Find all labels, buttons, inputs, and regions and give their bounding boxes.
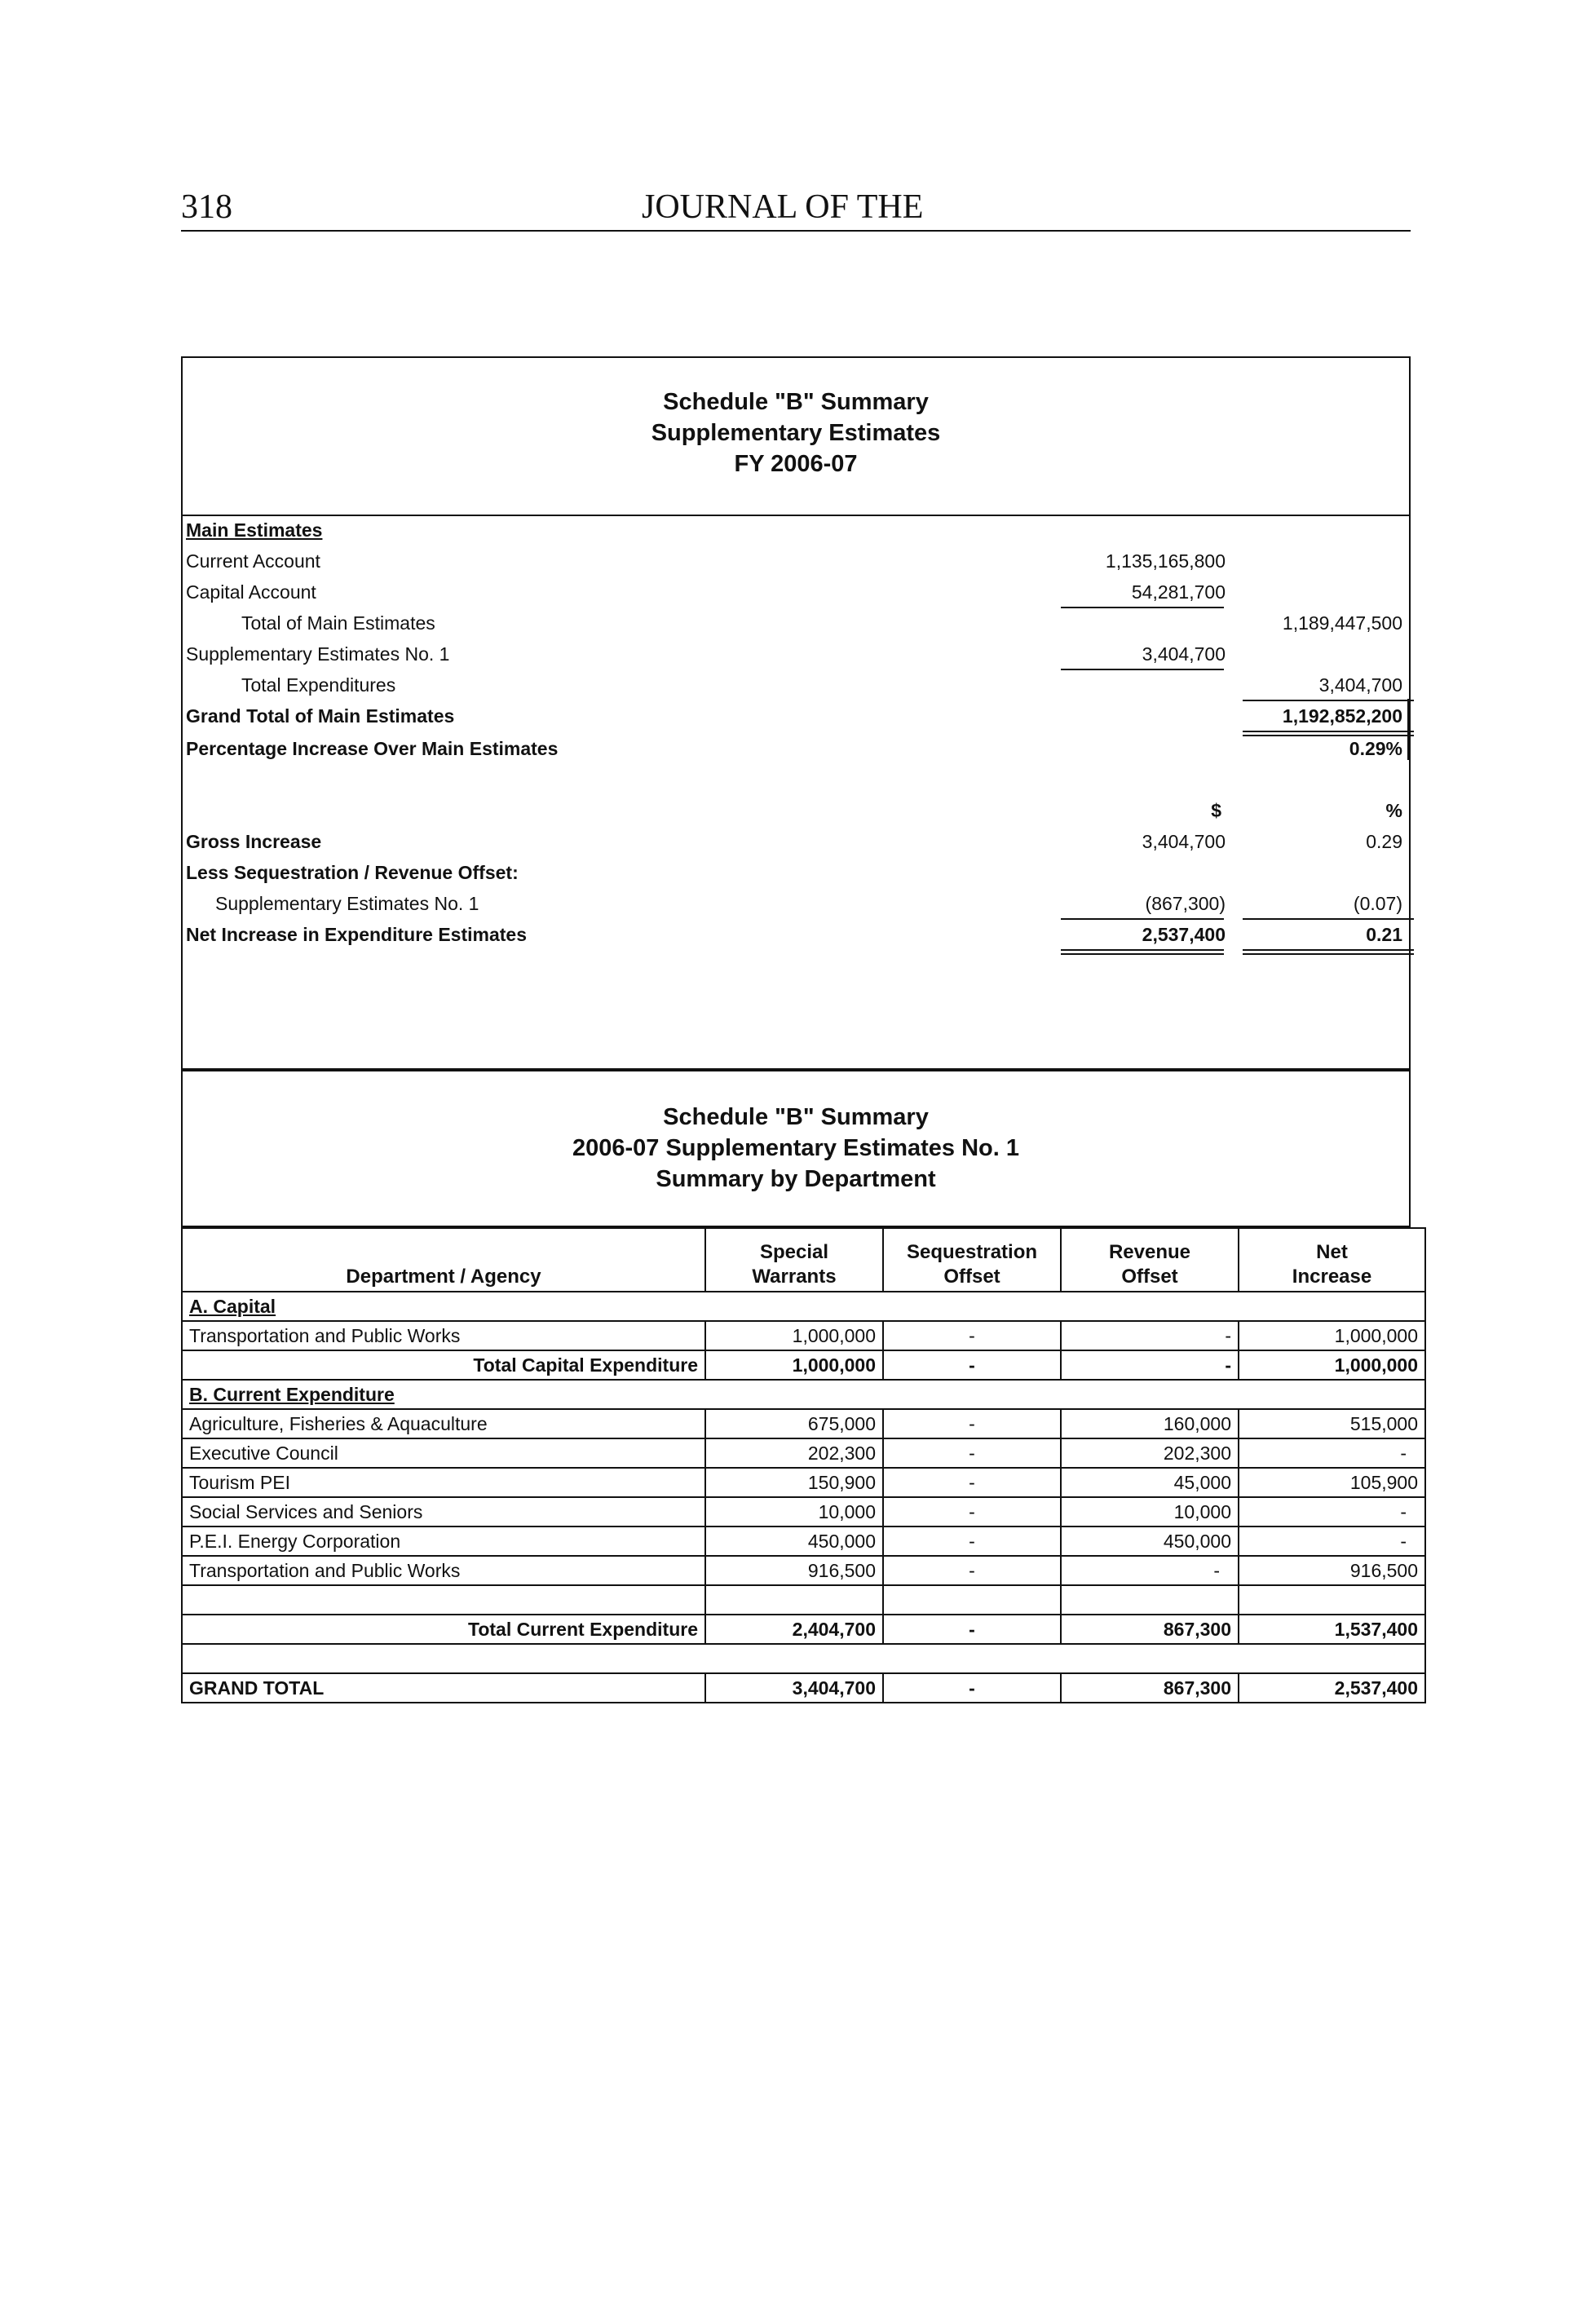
seq-cell: - — [883, 1527, 1061, 1556]
special-cell: 3,404,700 — [705, 1673, 883, 1703]
summary-title-line-2: Supplementary Estimates — [651, 420, 941, 446]
subtotal-rule — [1061, 918, 1224, 920]
current-account-label: Current Account — [186, 550, 320, 572]
net-increase-dollar: 2,537,400 — [1142, 924, 1226, 945]
current-account-value: 1,135,165,800 — [1105, 550, 1226, 572]
right-edge-rule — [1407, 699, 1409, 760]
special-cell: 150,900 — [705, 1468, 883, 1497]
pct-increase-value: 0.29% — [1349, 738, 1402, 759]
page-header — [181, 181, 1411, 232]
net-cell: - — [1239, 1438, 1425, 1468]
dept-title-line-3: Summary by Department — [656, 1166, 936, 1192]
net-cell: - — [1239, 1497, 1425, 1527]
total-current-row — [182, 1615, 1425, 1644]
dept-title-line-2: 2006-07 Supplementary Estimates No. 1 — [572, 1135, 1019, 1161]
seq-cell: - — [883, 1556, 1061, 1585]
total-capital-row — [182, 1350, 1425, 1380]
dept-cell: Transportation and Public Works — [182, 1556, 705, 1585]
seq-cell: - — [883, 1350, 1061, 1380]
seq-cell: - — [883, 1615, 1061, 1644]
net-cell: 105,900 — [1239, 1468, 1425, 1497]
dept-cell: P.E.I. Energy Corporation — [182, 1527, 705, 1556]
special-cell: 916,500 — [705, 1556, 883, 1585]
capital-account-label: Capital Account — [186, 581, 316, 603]
department-table-wrapper — [181, 1227, 1424, 1703]
net-cell: 916,500 — [1239, 1556, 1425, 1585]
total-rule — [1243, 700, 1414, 701]
special-cell: 10,000 — [705, 1497, 883, 1527]
dept-cell: Tourism PEI — [182, 1468, 705, 1497]
rev-cell: 10,000 — [1061, 1497, 1239, 1527]
col-header-revenue: Revenue Offset — [1061, 1228, 1239, 1292]
department-summary-title-box — [181, 1070, 1411, 1227]
net-increase-label: Net Increase in Expenditure Estimates — [186, 924, 527, 945]
double-rule — [1243, 731, 1414, 732]
special-cell: 2,404,700 — [705, 1615, 883, 1644]
seq-cell: - — [883, 1468, 1061, 1497]
table-row — [182, 1321, 1425, 1350]
seq-cell: - — [883, 1409, 1061, 1438]
subtotal-rule — [1061, 607, 1224, 608]
double-rule — [1243, 735, 1414, 736]
rev-cell: - — [1061, 1350, 1239, 1380]
net-cell: 1,000,000 — [1239, 1321, 1425, 1350]
grand-total-row — [182, 1673, 1425, 1703]
main-estimates-heading: Main Estimates — [186, 519, 323, 541]
section-label: B. Current Expenditure — [182, 1380, 1425, 1409]
pct-increase-label: Percentage Increase Over Main Estimates — [186, 738, 559, 759]
special-cell: 675,000 — [705, 1409, 883, 1438]
summary-box — [181, 356, 1411, 1070]
page-number: 318 — [181, 188, 232, 226]
rev-cell: 450,000 — [1061, 1527, 1239, 1556]
summary-title-divider — [183, 515, 1409, 516]
total-expenditures-value: 3,404,700 — [1318, 674, 1402, 696]
summary-title-line-3: FY 2006-07 — [734, 451, 858, 477]
special-cell: 1,000,000 — [705, 1350, 883, 1380]
seq-cell: - — [883, 1321, 1061, 1350]
rev-cell: 867,300 — [1061, 1615, 1239, 1644]
net-cell: 2,537,400 — [1239, 1673, 1425, 1703]
total-label-cell: Total Capital Expenditure — [182, 1350, 705, 1380]
section-row-capital — [182, 1292, 1425, 1321]
dept-cell: Executive Council — [182, 1438, 705, 1468]
double-rule — [1061, 953, 1224, 955]
supp-no1-label: Supplementary Estimates No. 1 — [186, 643, 450, 665]
less-sequestration-label: Less Sequestration / Revenue Offset: — [186, 862, 519, 883]
net-cell: 515,000 — [1239, 1409, 1425, 1438]
summary-title-line-1: Schedule "B" Summary — [663, 389, 929, 415]
journal-title: JOURNAL OF THE — [642, 188, 924, 226]
table-row — [182, 1468, 1425, 1497]
supp-offset-percent: (0.07) — [1353, 893, 1402, 914]
col-percent-header: % — [1385, 800, 1402, 821]
supp-offset-dollar: (867,300) — [1145, 893, 1226, 914]
col-dollar-header: $ — [1211, 800, 1221, 821]
double-rule — [1243, 949, 1414, 951]
rev-cell: - — [1061, 1556, 1239, 1585]
seq-cell: - — [883, 1438, 1061, 1468]
col-header-special-warrants: Special Warrants — [705, 1228, 883, 1292]
dept-cell: Transportation and Public Works — [182, 1321, 705, 1350]
rev-cell: 202,300 — [1061, 1438, 1239, 1468]
subtotal-rule — [1243, 918, 1414, 920]
net-cell: 1,000,000 — [1239, 1350, 1425, 1380]
col-header-sequestration: Sequestration Offset — [883, 1228, 1061, 1292]
seq-cell: - — [883, 1497, 1061, 1527]
rev-cell: - — [1061, 1321, 1239, 1350]
rev-cell: 45,000 — [1061, 1468, 1239, 1497]
table-header-row — [182, 1228, 1425, 1292]
table-row — [182, 1497, 1425, 1527]
dept-title-line-1: Schedule "B" Summary — [663, 1104, 929, 1130]
special-cell: 202,300 — [705, 1438, 883, 1468]
subtotal-rule — [1061, 669, 1224, 670]
total-main-label: Total of Main Estimates — [241, 612, 435, 634]
gross-increase-label: Gross Increase — [186, 831, 322, 852]
total-main-value: 1,189,447,500 — [1282, 612, 1402, 634]
rev-cell: 160,000 — [1061, 1409, 1239, 1438]
blank-row — [182, 1585, 1425, 1615]
table-row — [182, 1556, 1425, 1585]
dept-cell: Agriculture, Fisheries & Aquaculture — [182, 1409, 705, 1438]
table-row — [182, 1438, 1425, 1468]
col-header-department: Department / Agency — [182, 1228, 705, 1292]
total-label-cell: Total Current Expenditure — [182, 1615, 705, 1644]
blank-row — [182, 1644, 1425, 1673]
net-cell: 1,537,400 — [1239, 1615, 1425, 1644]
grand-total-value: 1,192,852,200 — [1282, 705, 1402, 727]
double-rule — [1061, 949, 1224, 951]
net-cell: - — [1239, 1527, 1425, 1556]
gross-increase-dollar: 3,404,700 — [1142, 831, 1226, 852]
net-increase-percent: 0.21 — [1366, 924, 1402, 945]
rev-cell: 867,300 — [1061, 1673, 1239, 1703]
table-row — [182, 1527, 1425, 1556]
seq-cell: - — [883, 1673, 1061, 1703]
section-row-current — [182, 1380, 1425, 1409]
capital-account-value: 54,281,700 — [1131, 581, 1226, 603]
double-rule — [1243, 953, 1414, 955]
special-cell: 1,000,000 — [705, 1321, 883, 1350]
supp-offset-label: Supplementary Estimates No. 1 — [215, 893, 479, 914]
supp-no1-value: 3,404,700 — [1142, 643, 1226, 665]
grand-total-label-cell: GRAND TOTAL — [182, 1673, 705, 1703]
table-row — [182, 1409, 1425, 1438]
col-header-net: Net Increase — [1239, 1228, 1425, 1292]
section-label: A. Capital — [182, 1292, 1425, 1321]
dept-cell: Social Services and Seniors — [182, 1497, 705, 1527]
grand-total-label: Grand Total of Main Estimates — [186, 705, 455, 727]
total-expenditures-label: Total Expenditures — [241, 674, 396, 696]
department-table — [181, 1227, 1426, 1703]
special-cell: 450,000 — [705, 1527, 883, 1556]
gross-increase-percent: 0.29 — [1366, 831, 1402, 852]
